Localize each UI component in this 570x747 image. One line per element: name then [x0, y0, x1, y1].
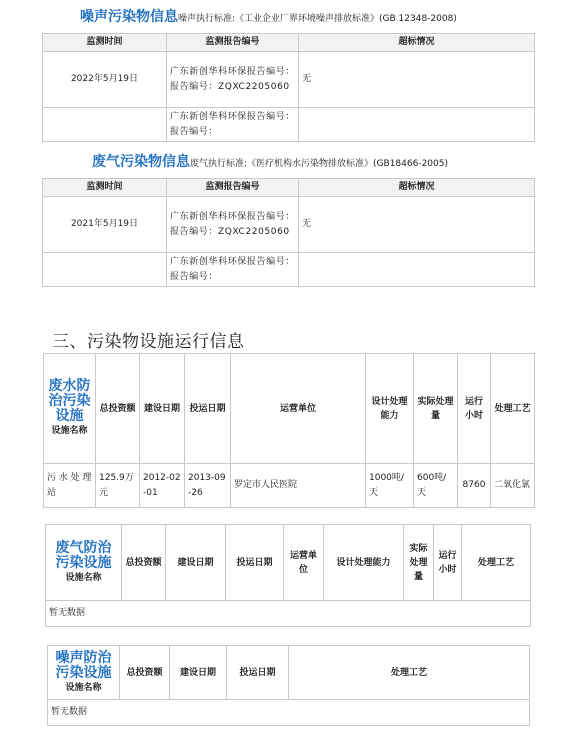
exceed-status: 无: [299, 52, 535, 108]
table-row: [46, 601, 531, 627]
report-number: 广东新创华科环保报告编号：报告编号：: [167, 108, 299, 142]
column-header: 运营单位: [231, 354, 366, 464]
facility-name: 污水处理站: [44, 464, 96, 508]
exhaust-standard: 废气执行标准:《医疗机构水污染物排放标准》(GB18466-2005): [190, 159, 448, 169]
exhaust-facility-table: [45, 524, 531, 627]
exceed-status: [299, 108, 535, 142]
table-header-row: [44, 354, 535, 464]
column-header: 实际处理量: [414, 354, 458, 464]
table-header-row: [46, 525, 531, 601]
report-number: 广东新创华科环保报告编号：报告编号：: [167, 253, 299, 287]
column-header: 运营单位: [284, 525, 324, 601]
column-header: 监测时间: [43, 179, 167, 197]
monitor-time: [43, 108, 167, 142]
column-header: 监测时间: [43, 34, 167, 52]
table-header-row: [48, 646, 530, 700]
table-row: [48, 700, 530, 726]
column-header: 监测报告编号: [167, 34, 299, 52]
column-header: 处理工艺: [491, 354, 535, 464]
monitor-time: 2021年5月19日: [43, 197, 167, 253]
table-row: [43, 52, 535, 108]
noise-title: 噪声污染物信息: [80, 9, 178, 25]
noise-standard: 噪声执行标准:《工业企业厂界环境噪声排放标准》(GB 12348-2008): [178, 14, 457, 24]
exhaust-monitor-table: [42, 178, 535, 287]
column-header: 设计处理能力: [324, 525, 404, 601]
column-header: 投运日期: [185, 354, 231, 464]
empty-message: 暂无数据: [46, 601, 531, 627]
report-number: 广东新创华科环保报告编号：报告编号：ZQXC2205060: [167, 197, 299, 253]
exhaust-facility-title: 废气防治污染设施: [55, 539, 112, 571]
column-header: 监测报告编号: [167, 179, 299, 197]
total-investment: 125.9万元: [96, 464, 140, 508]
column-header: 运行小时: [458, 354, 491, 464]
facility-name-header: [46, 525, 122, 601]
noise-facility-table: [47, 645, 530, 726]
exhaust-title: 废气污染物信息: [92, 154, 190, 170]
monitor-time: 2022年5月19日: [43, 52, 167, 108]
column-header: 建设日期: [166, 525, 226, 601]
design-capacity: 1000吨/天: [366, 464, 414, 508]
table-row: [44, 464, 535, 508]
noise-header: [80, 6, 457, 26]
facility-name-label: 设施名称: [65, 682, 102, 693]
table-header-row: [43, 179, 535, 197]
column-header: 超标情况: [299, 179, 535, 197]
exceed-status: 无: [299, 197, 535, 253]
wastewater-facility-title: 废水防治污染设施: [48, 378, 91, 424]
column-header: 总投资额: [96, 354, 140, 464]
noise-monitor-table: [42, 33, 535, 142]
operator: 罗定市人民医院: [231, 464, 366, 508]
operation-date: 2013-09-26: [185, 464, 231, 508]
column-header: 超标情况: [299, 34, 535, 52]
operating-hours: 8760: [458, 464, 491, 508]
actual-volume: 600吨/天: [414, 464, 458, 508]
monitor-time: [43, 253, 167, 287]
wastewater-facility-table: [43, 353, 535, 508]
column-header: 总投资额: [122, 525, 166, 601]
noise-facility-title: 噪声防治污染设施: [55, 649, 112, 681]
table-header-row: [43, 34, 535, 52]
column-header: 实际处理量: [404, 525, 434, 601]
table-row: [43, 253, 535, 287]
column-header: 运行小时: [434, 525, 462, 601]
facility-name-label: 设施名称: [51, 426, 88, 436]
column-header: 投运日期: [226, 525, 284, 601]
section-title: 三、污染物设施运行信息: [52, 332, 245, 352]
exhaust-header: [92, 151, 448, 171]
table-row: [43, 197, 535, 253]
process: 二氧化氯: [491, 464, 535, 508]
report-number: 广东新创华科环保报告编号：报告编号：ZQXC2205060: [167, 52, 299, 108]
facility-name-label: 设施名称: [65, 572, 102, 583]
empty-message: 暂无数据: [48, 700, 530, 726]
table-row: [43, 108, 535, 142]
facility-name-header: [44, 354, 96, 464]
build-date: 2012-02-01: [140, 464, 185, 508]
column-header: 处理工艺: [289, 646, 530, 700]
column-header: 建设日期: [170, 646, 227, 700]
column-header: 总投资额: [120, 646, 170, 700]
facility-name-header: [48, 646, 120, 700]
exceed-status: [299, 253, 535, 287]
column-header: 建设日期: [140, 354, 185, 464]
column-header: 设计处理能力: [366, 354, 414, 464]
column-header: 投运日期: [227, 646, 289, 700]
column-header: 处理工艺: [462, 525, 531, 601]
